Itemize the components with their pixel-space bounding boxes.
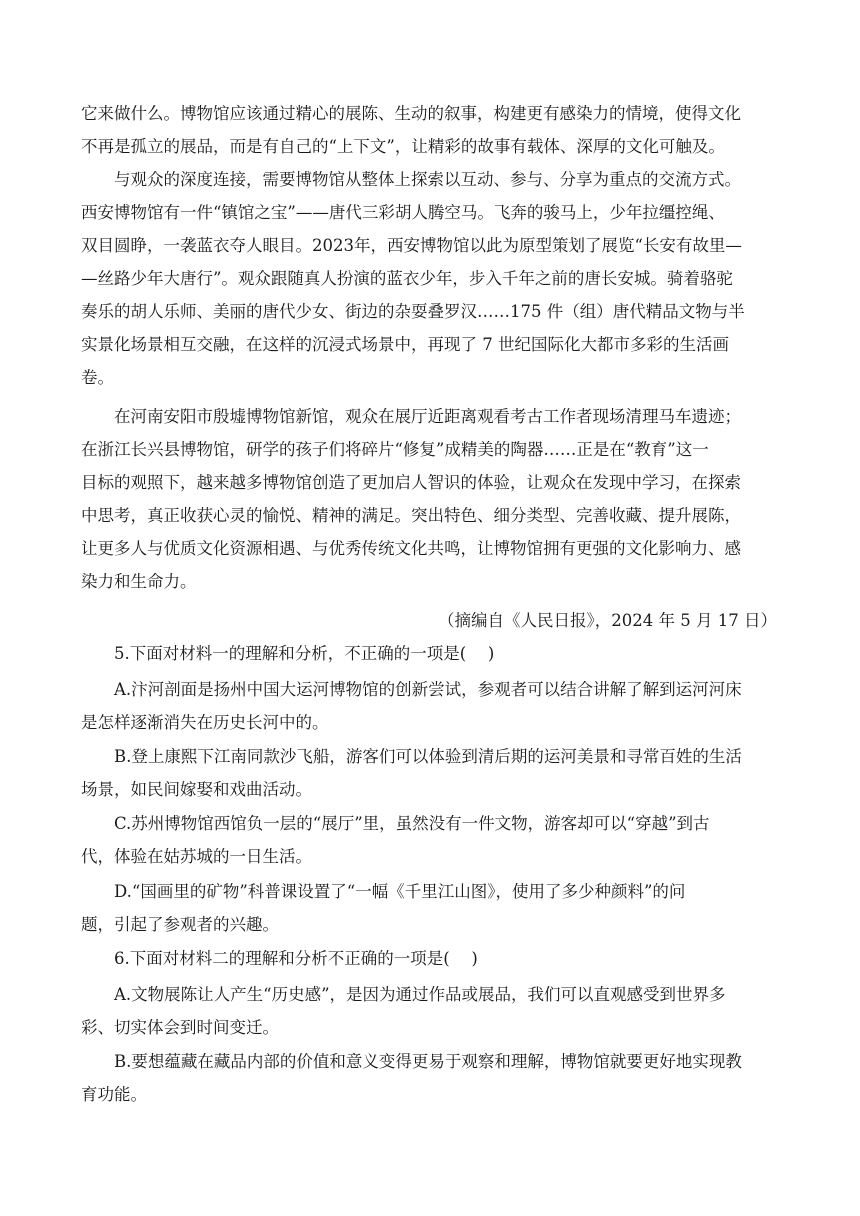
text-line: —丝路少年大唐行”。观众跟随真人扮演的蓝衣少年，步入千年之前的唐长安城。骑着骆驼 <box>81 269 733 288</box>
option-5b-cont: 场景，如民间嫁娶和戏曲活动。 <box>81 780 312 799</box>
option-5c: C.苏州博物馆西馆负一层的“展厅”里，虽然没有一件文物，游客却可以“穿越”到古 <box>81 814 710 833</box>
text-line: 卷。 <box>81 368 114 387</box>
option-6a: A.文物展陈让人产生“历史感”，是因为通过作品或展品，我们可以直观感受到世界多 <box>81 985 726 1004</box>
text-line: 不再是孤立的展品，而是有自己的“上下文”，让精彩的故事有载体、深厚的文化可触及。 <box>81 137 725 156</box>
text-line: 奏乐的胡人乐师、美丽的唐代少女、街边的杂耍叠罗汉……175 件（组）唐代精品文物与半 <box>81 302 745 321</box>
text-line: 它来做什么。博物馆应该通过精心的展陈、生动的叙事，构建更有感染力的情境，使得文化 <box>81 104 741 123</box>
option-6b: B.要想蕴藏在藏品内部的价值和意义变得更易于观察和理解，博物馆就要更好地实现教 <box>81 1052 742 1071</box>
option-5b: B.登上康熙下江南同款沙飞船，游客们可以体验到清后期的运河美景和寻常百姓的生活 <box>81 747 742 766</box>
question-5: 5.下面对材料一的理解和分析，不正确的一项是( ) <box>81 644 495 663</box>
text-line: 目标的观照下，越来越多博物馆创造了更加启人智识的体验，让观众在发现中学习，在探索 <box>81 473 741 492</box>
text-line: 在浙江长兴县博物馆，研学的孩子们将碎片“修复”成精美的陶器……正是在“教育”这一 <box>81 440 709 459</box>
option-5a: A.汴河剖面是扬州中国大运河博物馆的创新尝试，参观者可以结合讲解了解到运河河床 <box>81 680 742 699</box>
option-5a-cont: 是怎样逐渐消失在历史长河中的。 <box>81 713 329 732</box>
text-line: 双目圆睁，一袭蓝衣夺人眼目。2023年，西安博物馆以此为原型策划了展览“长安有故里— <box>81 236 742 255</box>
option-6a-cont: 彩、切实体会到时间变迁。 <box>81 1018 279 1037</box>
option-6b-cont: 育功能。 <box>81 1085 147 1104</box>
text-line: 西安博物馆有一件“镇馆之宝”——唐代三彩胡人腾空马。飞奔的骏马上，少年拉缰控绳、 <box>81 203 725 222</box>
option-5c-cont: 代，体验在姑苏城的一日生活。 <box>81 847 312 866</box>
text-line: 让更多人与优质文化资源相遇、与优秀传统文化共鸣，让博物馆拥有更强的文化影响力、感 <box>81 539 741 558</box>
question-6: 6.下面对材料二的理解和分析不正确的一项是( ) <box>81 949 478 968</box>
source-citation: （摘编自《人民日报》，2024 年 5 月 17 日） <box>438 611 777 630</box>
option-5d-cont: 题，引起了参观者的兴趣。 <box>81 915 279 934</box>
text-line: 实景化场景相互交融，在这样的沉浸式场景中，再现了 7 世纪国际化大都市多彩的生活画 <box>81 335 729 354</box>
text-line: 中思考，真正收获心灵的愉悦、精神的满足。突出特色、细分类型、完善收藏、提升展陈， <box>81 506 741 525</box>
text-line: 与观众的深度连接，需要博物馆从整体上探索以互动、参与、分享为重点的交流方式。 <box>81 170 741 189</box>
text-line: 在河南安阳市殷墟博物馆新馆，观众在展厅近距离观看考古工作者现场清理马车遗迹； <box>81 407 741 426</box>
text-line: 染力和生命力。 <box>81 572 197 591</box>
option-5d: D.“国画里的矿物”科普课设置了“一幅《千里江山图》，使用了多少种颜料”的问 <box>81 882 686 901</box>
